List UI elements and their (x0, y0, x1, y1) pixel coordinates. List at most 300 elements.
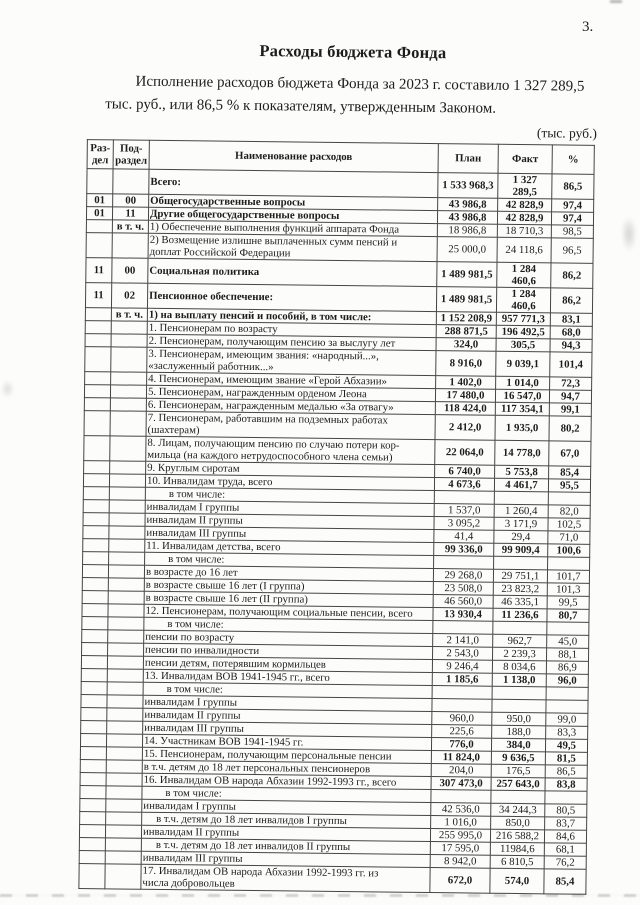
razdel-cell (85, 308, 111, 321)
expense-name-cell: инвалидам III группы (145, 526, 434, 542)
podrazdel-cell (105, 851, 141, 864)
razdel-cell (80, 773, 106, 786)
expense-name-cell: 14. Участникам ВОВ 1941-1945 гг. (142, 734, 431, 750)
expense-name-cell: 17. Инвалидам ОВ народа Абхазии 1992-1993 гг. из числа добровольцев (141, 864, 430, 892)
fact-cell: 11984,6 (490, 842, 544, 856)
expense-name-cell: 1) Обеспечение выполнения функций аппарата Фонда (148, 220, 437, 236)
podrazdel-cell (108, 630, 144, 643)
fact-cell: 1 138,0 (492, 673, 546, 687)
fact-cell: 6 810,5 (490, 855, 544, 869)
plan-cell: 1 489 981,5 (436, 287, 496, 313)
podrazdel-cell (110, 398, 146, 411)
fact-cell: 188,0 (492, 725, 546, 739)
percent-cell: 99,5 (547, 596, 589, 609)
fact-cell: 8 034,6 (492, 660, 546, 674)
percent-cell: 101,4 (550, 352, 592, 377)
expense-name-cell: инвалидам II группы (141, 825, 430, 841)
podrazdel-cell (110, 385, 146, 398)
podrazdel-cell (105, 864, 141, 889)
percent-cell (546, 687, 588, 700)
fact-cell: 1 014,0 (496, 376, 550, 390)
scan-artifact-left (1, 380, 14, 398)
podrazdel-cell: в т. ч. (111, 308, 147, 321)
expense-name-cell: 9. Круглым сиротам (146, 461, 435, 477)
plan-cell (431, 790, 491, 804)
plan-cell: 46 560,0 (433, 595, 493, 609)
podrazdel-cell (108, 591, 144, 604)
podrazdel-cell: в т. ч. (112, 220, 148, 233)
expense-name-cell: в возрасте свыше 16 лет (II группа) (144, 591, 433, 607)
percent-cell: 83,7 (545, 817, 587, 830)
fact-cell: 216 588,2 (490, 829, 544, 843)
fact-cell: 962,7 (493, 634, 547, 648)
plan-cell: 99 336,0 (434, 543, 494, 557)
fact-cell: 42 828,9 (498, 198, 552, 212)
razdel-cell (84, 461, 110, 474)
fact-cell: 46 335,1 (493, 595, 547, 609)
razdel-cell (81, 708, 107, 721)
expense-name-cell: в т.ч. детям до 18 лет персональных пенсионеров (142, 760, 431, 776)
podrazdel-cell (108, 643, 144, 656)
podrazdel-cell (110, 461, 146, 474)
intro-paragraph: Исполнение расходов бюджета Фонда за 2023 г. составило 1 327 289,5 тыс. руб., или 86,5 % к показателям, утвержденным Законом. (105, 73, 585, 117)
percent-cell: 71,0 (548, 531, 590, 544)
plan-cell: 8 942,0 (430, 855, 490, 869)
fact-cell: 29 751,1 (493, 569, 547, 583)
header-podrazdel: Под- раздел (113, 140, 149, 169)
razdel-cell (80, 734, 106, 747)
razdel-cell (82, 565, 108, 578)
podrazdel-cell (110, 411, 146, 436)
expense-name-cell: Социальная политика (148, 258, 437, 286)
fact-cell: 950,0 (492, 712, 546, 726)
expense-name-cell: в том числе: (143, 682, 432, 698)
percent-cell: 45,0 (547, 635, 589, 648)
plan-cell: 42 536,0 (431, 803, 491, 817)
expense-name-cell: пенсии детям, потерявшим кормильцев (143, 656, 432, 672)
razdel-cell (85, 372, 111, 385)
plan-cell: 9 246,4 (432, 660, 492, 674)
percent-cell (546, 700, 588, 713)
plan-cell: 307 473,0 (431, 777, 491, 791)
fact-cell: 14 778,0 (495, 440, 549, 466)
razdel-cell (82, 643, 108, 656)
podrazdel-cell (108, 565, 144, 578)
plan-cell: 18 986,8 (437, 224, 497, 238)
razdel-cell: 11 (86, 258, 112, 283)
plan-cell: 17 480,0 (435, 389, 495, 403)
expense-name-cell: 13. Инвалидам ВОВ 1941-1945 гг., всего (143, 669, 432, 685)
podrazdel-cell (110, 436, 146, 461)
expense-name-cell: 5. Пенсионерам, награжденным орденом Леона (146, 385, 435, 401)
razdel-cell (79, 851, 105, 864)
percent-cell: 68,1 (544, 843, 586, 856)
podrazdel-cell (109, 487, 145, 500)
plan-cell: 43 986,8 (437, 211, 497, 225)
podrazdel-cell (106, 760, 142, 773)
plan-cell: 13 930,4 (433, 608, 493, 622)
plan-cell: 23 508,0 (433, 582, 493, 596)
fact-cell: 42 828,9 (497, 211, 551, 225)
percent-cell (545, 791, 587, 804)
podrazdel-cell (108, 617, 144, 630)
percent-cell: 88,1 (546, 648, 588, 661)
percent-cell: 96,5 (551, 238, 593, 263)
podrazdel-cell: 00 (112, 258, 148, 283)
plan-cell (434, 556, 494, 570)
table-row (79, 864, 586, 895)
expense-name-cell: 10. Инвалидам труда, всего (145, 474, 434, 490)
podrazdel-cell (113, 169, 149, 194)
razdel-cell (79, 825, 105, 838)
expense-name-cell: 11. Инвалидам детства, всего (145, 539, 434, 555)
podrazdel-cell (109, 539, 145, 552)
razdel-cell (84, 411, 110, 436)
plan-cell (433, 621, 493, 635)
percent-cell (548, 492, 590, 505)
razdel-cell (87, 169, 113, 194)
fact-cell: 24 118,6 (497, 237, 551, 263)
plan-cell: 3 095,2 (434, 517, 494, 531)
podrazdel-cell (105, 838, 141, 851)
percent-cell: 86,5 (552, 174, 594, 199)
razdel-cell (83, 474, 109, 487)
fact-cell (491, 790, 545, 804)
percent-cell: 97,4 (552, 199, 594, 212)
razdel-cell (81, 682, 107, 695)
expense-name-cell: инвалидам III группы (141, 851, 430, 867)
percent-cell (547, 622, 589, 635)
expense-name-cell: 1. Пенсионерам по возрасту (147, 321, 436, 337)
percent-cell: 85,4 (544, 869, 586, 894)
podrazdel-cell (107, 656, 143, 669)
podrazdel-cell: 11 (112, 207, 148, 220)
percent-cell: 68,0 (550, 326, 592, 339)
plan-cell: 672,0 (430, 868, 490, 894)
razdel-cell (85, 334, 111, 347)
razdel-cell (83, 513, 109, 526)
percent-cell: 67,0 (549, 441, 591, 466)
razdel-cell (84, 385, 110, 398)
plan-cell: 17 595,0 (430, 842, 490, 856)
razdel-cell (81, 695, 107, 708)
fact-cell: 1 284 460,6 (497, 262, 551, 288)
fact-cell: 3 171,9 (494, 517, 548, 531)
fact-cell: 34 244,3 (491, 803, 545, 817)
podrazdel-cell (107, 695, 143, 708)
razdel-cell (85, 321, 111, 334)
expense-name-cell: 16. Инвалидам ОВ народа Абхазии 1992-1993 гг., всего (142, 773, 431, 789)
fact-cell: 2 239,3 (492, 647, 546, 661)
podrazdel-cell (111, 347, 147, 372)
percent-cell: 80,7 (547, 609, 589, 622)
percent-cell: 98,5 (551, 225, 593, 238)
percent-cell: 86,9 (546, 661, 588, 674)
expense-name-cell: Общегосударственные вопросы (149, 194, 438, 210)
plan-cell (432, 686, 492, 700)
expense-name-cell: в том числе: (145, 487, 434, 503)
podrazdel-cell (106, 747, 142, 760)
header-plan: План (438, 144, 498, 174)
plan-cell: 2 141,0 (433, 634, 493, 648)
expense-name-cell: в т.ч. детям до 18 лет инвалидов I группы (142, 812, 431, 828)
expense-name-cell: пенсии по инвалидности (144, 643, 433, 659)
razdel-cell (85, 347, 111, 372)
podrazdel-cell (111, 372, 147, 385)
percent-cell: 95,5 (548, 479, 590, 492)
expense-name-cell: инвалидам I группы (143, 695, 432, 711)
fact-cell: 1 284 460,6 (496, 287, 550, 313)
plan-cell: 22 064,0 (435, 440, 495, 466)
expense-name-cell: 12. Пенсионерам, получающим социальные пенсии, всего (144, 604, 433, 620)
expense-name-cell: инвалидам II группы (145, 513, 434, 529)
fact-cell: 1 260,4 (494, 504, 548, 518)
podrazdel-cell (109, 474, 145, 487)
razdel-cell: 01 (87, 194, 113, 207)
expense-name-cell: 3. Пенсионерам, имеющим звания: «народный...», «заслуженный работник...» (147, 347, 436, 375)
expense-name-cell: 8. Лицам, получающим пенсию по случаю потери кор- мильца (на каждого нетрудоспособного члена семьи) (146, 436, 435, 464)
fact-cell: 257 643,0 (491, 777, 545, 791)
expense-name-cell: инвалидам II группы (143, 708, 432, 724)
fact-cell: 9 636,5 (491, 751, 545, 765)
podrazdel-cell (109, 500, 145, 513)
plan-cell (434, 491, 494, 505)
plan-cell: 1 533 968,3 (438, 173, 498, 199)
podrazdel-cell: 02 (111, 283, 147, 308)
fact-cell: 850,0 (491, 816, 545, 830)
podrazdel-cell (108, 578, 144, 591)
plan-cell: 960,0 (432, 712, 492, 726)
expense-name-cell: в том числе: (145, 552, 434, 568)
plan-cell: 118 424,0 (435, 402, 495, 416)
percent-cell: 97,4 (551, 212, 593, 225)
expense-name-cell: в том числе: (142, 786, 431, 802)
fact-cell: 196 492,5 (496, 325, 550, 339)
percent-cell: 84,6 (544, 830, 586, 843)
percent-cell: 81,5 (545, 752, 587, 765)
podrazdel-cell (111, 334, 147, 347)
podrazdel-cell (111, 321, 147, 334)
page-content (78, 39, 600, 895)
plan-cell (432, 699, 492, 713)
fact-cell: 957 771,3 (496, 312, 550, 326)
razdel-cell (82, 578, 108, 591)
plan-cell: 41,4 (434, 530, 494, 544)
podrazdel-cell (107, 682, 143, 695)
plan-cell: 255 995,0 (430, 829, 490, 843)
plan-cell: 11 824,0 (431, 751, 491, 765)
expense-name-cell: 4. Пенсионерам, имеющим звание «Герой Абхазии» (147, 372, 436, 388)
razdel-cell (86, 233, 112, 258)
plan-cell: 1 185,6 (432, 673, 492, 687)
fact-cell: 176,5 (491, 764, 545, 778)
razdel-cell (81, 669, 107, 682)
podrazdel-cell (106, 799, 142, 812)
razdel-cell (80, 760, 106, 773)
razdel-cell (83, 539, 109, 552)
expense-name-cell: Всего: (149, 169, 438, 197)
percent-cell: 99,0 (546, 713, 588, 726)
percent-cell: 96,0 (546, 674, 588, 687)
expenses-table-body (79, 169, 594, 895)
fact-cell: 23 823,2 (493, 582, 547, 596)
header-fact: Факт (498, 144, 552, 174)
expense-name-cell: 2) Возмещение излишне выплаченных сумм пенсий и доплат Российской Федерации (148, 233, 437, 261)
expense-name-cell: 1) на выплату пенсий и пособий, в том числе: (147, 308, 436, 324)
plan-cell: 29 268,0 (433, 569, 493, 583)
expense-name-cell: Пенсионное обеспечение: (147, 283, 436, 311)
fact-cell (492, 699, 546, 713)
plan-cell: 776,0 (431, 738, 491, 752)
page-title: Расходы бюджета Фонда (259, 41, 447, 63)
percent-cell: 86,5 (545, 765, 587, 778)
percent-cell: 83,8 (545, 778, 587, 791)
razdel-cell (82, 630, 108, 643)
plan-cell: 288 871,5 (436, 325, 496, 339)
fact-cell (493, 621, 547, 635)
percent-cell: 94,7 (549, 390, 591, 403)
razdel-cell: 11 (85, 283, 111, 308)
expense-name-cell: пенсии по возрасту (144, 630, 433, 646)
razdel-cell (80, 786, 106, 799)
plan-cell: 1 152 208,9 (436, 312, 496, 326)
fact-cell: 99 909,4 (494, 543, 548, 557)
page-number: 3. (582, 19, 594, 35)
podrazdel-cell (107, 721, 143, 734)
razdel-cell (81, 721, 107, 734)
fact-cell: 29,4 (494, 530, 548, 544)
header-razdel: Раз- дел (87, 140, 113, 169)
podrazdel-cell (107, 708, 143, 721)
percent-cell: 49,5 (545, 739, 587, 752)
razdel-cell (83, 526, 109, 539)
expense-name-cell: в т.ч. детям до 18 лет инвалидов II группы (141, 838, 430, 854)
percent-cell: 100,6 (548, 544, 590, 557)
razdel-cell (80, 799, 106, 812)
plan-cell: 25 000,0 (437, 237, 497, 263)
expense-name-cell: инвалидам I группы (142, 799, 431, 815)
percent-cell: 86,2 (551, 263, 593, 288)
plan-cell: 225,6 (432, 725, 492, 739)
podrazdel-cell (106, 786, 142, 799)
podrazdel-cell (105, 825, 141, 838)
razdel-cell (84, 398, 110, 411)
podrazdel-cell (112, 233, 148, 258)
razdel-cell (84, 436, 110, 461)
fact-cell: 1 935,0 (495, 415, 549, 441)
podrazdel-cell (109, 526, 145, 539)
razdel-cell (82, 591, 108, 604)
expense-name-cell: Другие общегосударственные вопросы (148, 207, 437, 223)
plan-cell: 1 489 981,5 (437, 262, 497, 288)
expense-name-cell: инвалидам III группы (143, 721, 432, 737)
percent-cell: 102,5 (548, 518, 590, 531)
fact-cell: 16 547,0 (495, 389, 549, 403)
plan-cell: 43 986,8 (438, 198, 498, 212)
plan-cell: 4 673,6 (434, 478, 494, 492)
fact-cell: 574,0 (490, 868, 544, 894)
percent-cell: 86,2 (550, 288, 592, 313)
plan-cell: 324,0 (436, 338, 496, 352)
razdel-cell (83, 487, 109, 500)
fact-cell: 305,5 (496, 338, 550, 352)
fact-cell (494, 556, 548, 570)
fact-cell (494, 491, 548, 505)
razdel-cell (86, 220, 112, 233)
fact-cell: 4 461,7 (494, 478, 548, 492)
units-note: (тыс. руб.) (536, 125, 598, 141)
razdel-cell (81, 656, 107, 669)
razdel-cell (82, 617, 108, 630)
podrazdel-cell (109, 513, 145, 526)
scan-artifact-corner (610, 0, 622, 3)
podrazdel-cell: 00 (113, 194, 149, 207)
percent-cell: 72,3 (550, 377, 592, 390)
expense-name-cell: 15. Пенсионерам, получающим персональные пенсии (142, 747, 431, 763)
razdel-cell (82, 604, 108, 617)
percent-cell: 101,7 (547, 570, 589, 583)
percent-cell: 83,3 (546, 726, 588, 739)
razdel-cell (83, 552, 109, 565)
razdel-cell (80, 747, 106, 760)
plan-cell: 204,0 (431, 764, 491, 778)
plan-cell: 1 402,0 (436, 376, 496, 390)
percent-cell: 76,2 (544, 856, 586, 869)
expense-name-cell: 7. Пенсионерам, работавшим на подземных работах (шахтерам) (146, 411, 435, 439)
scan-artifact-right (621, 216, 637, 252)
fact-cell: 18 710,3 (497, 224, 551, 238)
razdel-cell (79, 864, 105, 889)
podrazdel-cell (106, 773, 142, 786)
fact-cell: 117 354,1 (495, 402, 549, 416)
fact-cell (492, 686, 546, 700)
header-percent: % (552, 145, 594, 174)
fact-cell: 9 039,1 (496, 351, 550, 377)
percent-cell: 83,1 (550, 313, 592, 326)
expense-name-cell: в том числе: (144, 617, 433, 633)
plan-cell: 1 537,0 (434, 504, 494, 518)
fact-cell: 384,0 (491, 738, 545, 752)
fact-cell: 1 327 289,5 (498, 173, 552, 199)
percent-cell (548, 557, 590, 570)
expense-name-cell: в возрасте до 16 лет (144, 565, 433, 581)
plan-cell: 8 916,0 (436, 351, 496, 377)
podrazdel-cell (109, 552, 145, 565)
percent-cell: 85,4 (549, 466, 591, 479)
razdel-cell (79, 838, 105, 851)
header-name: Наименование расходов (149, 140, 438, 172)
expense-name-cell: в возрасте свыше 16 лет (I группа) (144, 578, 433, 594)
plan-cell: 1 016,0 (431, 816, 491, 830)
fact-cell: 5 753,8 (495, 465, 549, 479)
razdel-cell (80, 812, 106, 825)
scan-artifact-bottom (0, 894, 640, 897)
expense-name-cell: инвалидам I группы (145, 500, 434, 516)
percent-cell: 94,3 (550, 339, 592, 352)
podrazdel-cell (107, 669, 143, 682)
percent-cell: 82,0 (548, 505, 590, 518)
percent-cell: 101,3 (547, 583, 589, 596)
plan-cell: 6 740,0 (435, 465, 495, 479)
percent-cell: 80,2 (549, 416, 591, 441)
razdel-cell: 01 (86, 207, 112, 220)
podrazdel-cell (106, 734, 142, 747)
plan-cell: 2 543,0 (433, 647, 493, 661)
expense-name-cell: 6. Пенсионерам, награжденным медалью «За отвагу» (146, 398, 435, 414)
percent-cell: 80,5 (545, 804, 587, 817)
podrazdel-cell (106, 812, 142, 825)
percent-cell: 99,1 (549, 403, 591, 416)
